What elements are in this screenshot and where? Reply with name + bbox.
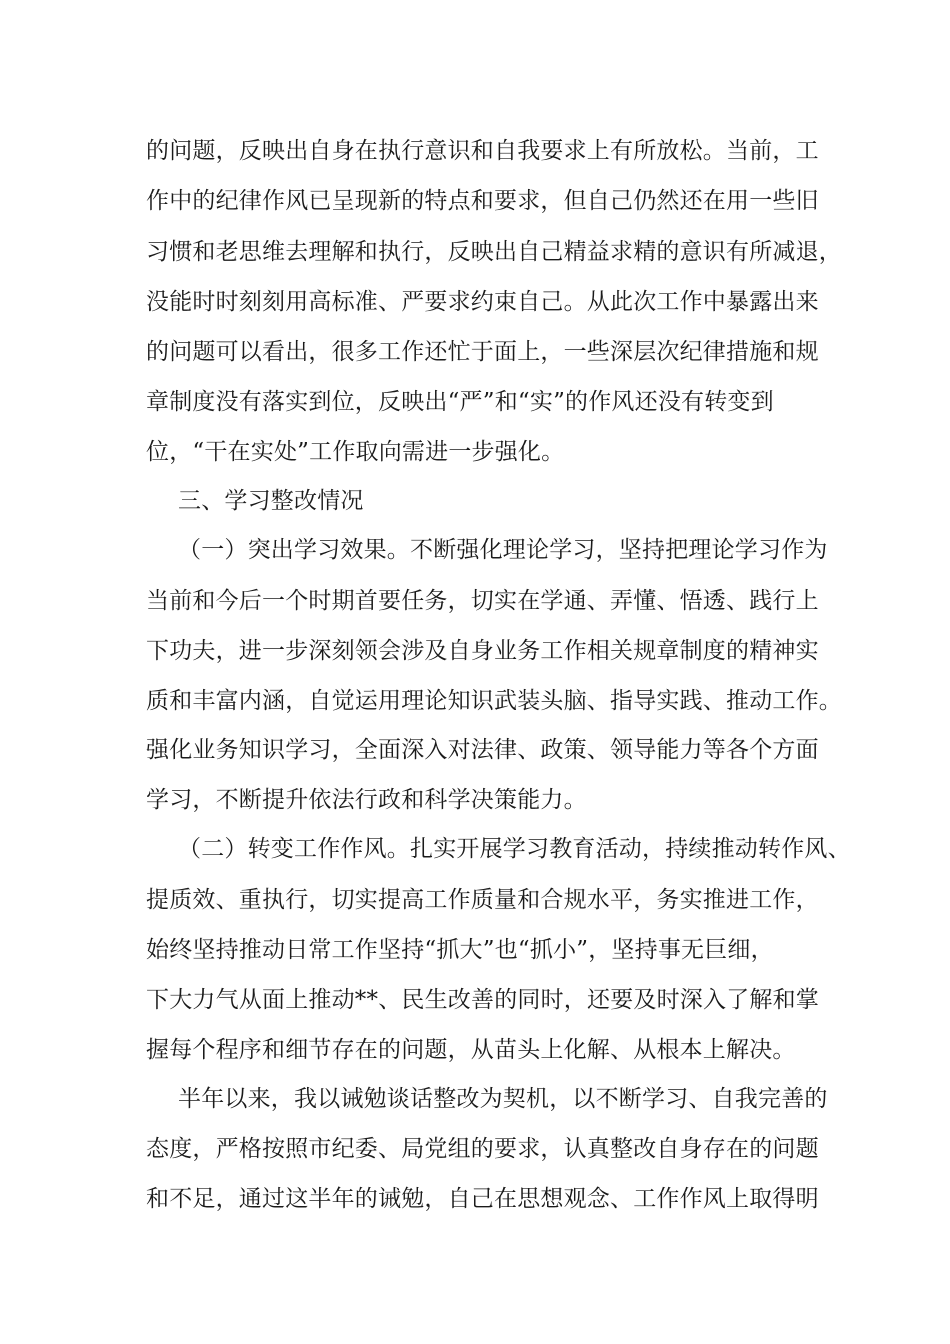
body-text-line: 习惯和老思维去理解和执行，反映出自己精益求精的意识有所减退，	[146, 239, 842, 265]
body-text-line: 握每个程序和细节存在的问题，从苗头上化解、从根本上解决。	[146, 1037, 796, 1063]
body-text-line: 和不足，通过这半年的诫勉，自己在思想观念、工作作风上取得明	[146, 1186, 819, 1212]
body-text-line: 始终坚持推动日常工作坚持“抓大”也“抓小”，坚持事无巨细，	[146, 937, 774, 963]
paragraph-first-line: （一）突出学习效果。不断强化理论学习，坚持把理论学习作为	[178, 537, 828, 563]
body-text-line: 作中的纪律作风已呈现新的特点和要求，但自己仍然还在用一些旧	[146, 188, 819, 214]
section-heading: 三、学习整改情况	[178, 488, 364, 514]
body-text-line: 位，“干在实处”工作取向需进一步强化。	[146, 439, 565, 465]
body-text-line: 章制度没有落实到位，反映出“严”和“实”的作风还没有转变到	[146, 389, 774, 415]
body-text-line: 强化业务知识学习，全面深入对法律、政策、领导能力等各个方面	[146, 737, 819, 763]
body-text-line: 提质效、重执行，切实提高工作质量和合规水平，务实推进工作，	[146, 887, 819, 913]
body-text-line: 质和丰富内涵，自觉运用理论知识武装头脑、指导实践、推动工作。	[146, 688, 842, 714]
body-text-line: 没能时时刻刻用高标准、严要求约束自己。从此次工作中暴露出来	[146, 289, 819, 315]
body-text-line: 学习，不断提升依法行政和科学决策能力。	[146, 787, 587, 813]
paragraph-first-line: 半年以来，我以诫勉谈话整改为契机，以不断学习、自我完善的	[178, 1086, 828, 1112]
body-text-line: 态度，严格按照市纪委、局党组的要求，认真整改自身存在的问题	[146, 1136, 819, 1162]
paragraph-first-line: （二）转变工作作风。扎实开展学习教育活动，持续推动转作风、	[178, 836, 851, 862]
body-text-line: 当前和今后一个时期首要任务，切实在学通、弄懂、悟透、践行上	[146, 588, 819, 614]
body-text-line: 下大力气从面上推动**、民生改善的同时，还要及时深入了解和掌	[146, 987, 819, 1013]
body-text-line: 的问题，反映出自身在执行意识和自我要求上有所放松。当前，工	[146, 138, 819, 164]
body-text-line: 下功夫，进一步深刻领会涉及自身业务工作相关规章制度的精神实	[146, 638, 819, 664]
body-text-line: 的问题可以看出，很多工作还忙于面上，一些深层次纪律措施和规	[146, 339, 819, 365]
